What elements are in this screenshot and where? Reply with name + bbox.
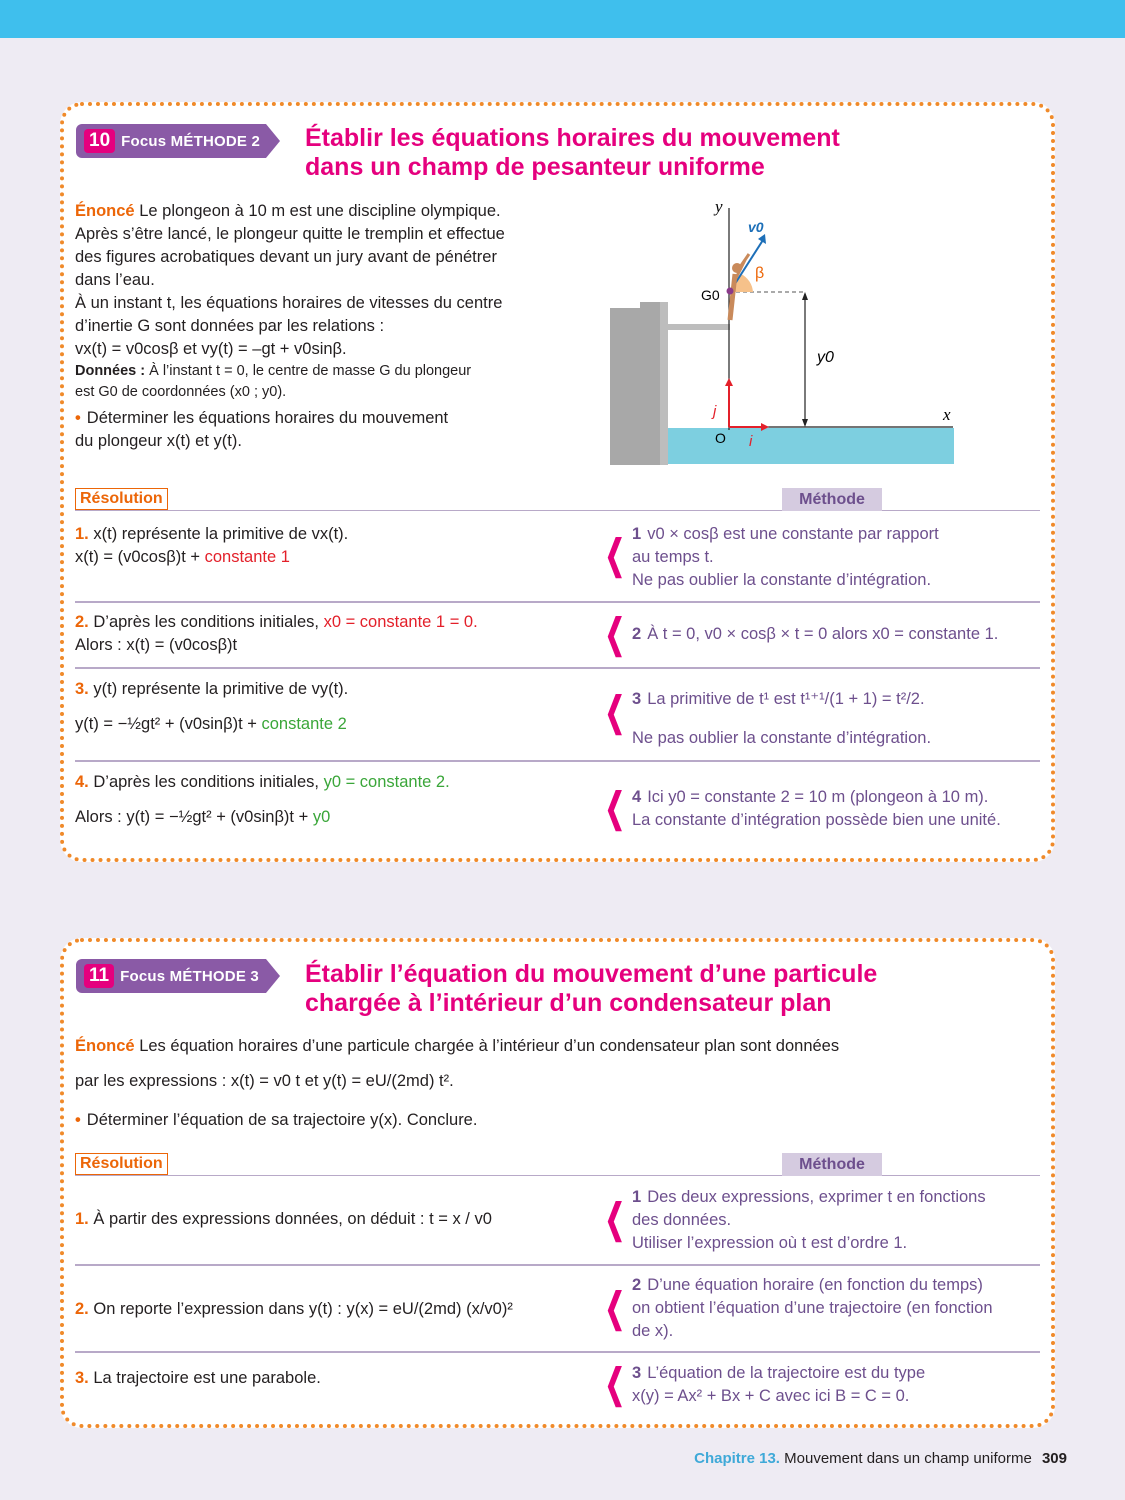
- note-text: Ne pas oublier la constante d’intégration.: [632, 729, 932, 747]
- focus-tag-11: [76, 959, 266, 993]
- note-text: L’équation de la trajectoire est du type: [647, 1364, 926, 1382]
- note-text: Des deux expressions, exprimer t en fonctions: [647, 1188, 986, 1206]
- j-label: j: [713, 403, 717, 420]
- resolution-step-3: [75, 678, 575, 736]
- note-text: v0 × cosβ est une constante par rapport: [647, 525, 939, 543]
- constant-1-value: x0 = constante 1 = 0.: [323, 613, 478, 631]
- step-text: À partir des expressions données, on déduit : t = x / v0: [93, 1210, 492, 1228]
- resolution-step-1: [75, 523, 575, 569]
- top-banner: [0, 0, 1125, 38]
- note-text: D’une équation horaire (en fonction du temps): [647, 1276, 983, 1294]
- chevron-icon: ❮: [604, 533, 625, 577]
- methode-note-1: [632, 1186, 1032, 1255]
- question-line: du plongeur x(t) et y(t).: [75, 432, 242, 450]
- step-number: 3.: [75, 1369, 89, 1387]
- resolution-step-3: [75, 1367, 575, 1390]
- step-text: D’après les conditions initiales,: [93, 773, 324, 791]
- enonce-line: Les équation horaires d’une particule chargée à l’intérieur d’un condensateur plan sont données: [139, 1037, 840, 1055]
- y0-arrow-top: [802, 292, 808, 300]
- methode-note-3: [632, 688, 1032, 750]
- focus-number: 10: [84, 129, 115, 153]
- enonce-line: Le plongeon à 10 m est une discipline olympique.: [139, 202, 501, 220]
- enonce-label: Énoncé: [75, 1037, 135, 1055]
- donnees-line: est G0 de coordonnées (x0 ; y0).: [75, 384, 287, 400]
- enonce-line: des figures acrobatiques devant un jury avant de pénétrer: [75, 248, 497, 266]
- step-text: x(t) représente la primitive de vx(t).: [93, 525, 349, 543]
- diver-figure: [605, 190, 965, 470]
- methode-note-1: [632, 523, 1032, 592]
- note-number: 2: [632, 625, 642, 643]
- j-arrowhead: [725, 378, 733, 386]
- focus-label: Focus MÉTHODE 3: [120, 967, 259, 985]
- row-separator: [75, 667, 1040, 669]
- resolution-step-4: [75, 771, 575, 829]
- diving-board: [665, 324, 730, 330]
- step-text: x(t) = (v0cosβ)t +: [75, 548, 205, 566]
- resolution-step-2: [75, 1298, 575, 1321]
- note-text: La constante d’intégration possède bien une unité.: [632, 811, 1001, 829]
- chevron-icon: ❮: [604, 1362, 625, 1406]
- note-text: Ici y0 = constante 2 = 10 m (plongeon à 10 m).: [647, 788, 989, 806]
- beta-label: β: [755, 265, 765, 282]
- methode-note-4: [632, 786, 1032, 832]
- step-number: 1.: [75, 1210, 89, 1228]
- diving-tower: [610, 302, 660, 465]
- page-footer: [694, 1450, 1067, 1467]
- enonce-line: d’inertie G sont données par les relations :: [75, 317, 385, 335]
- resolution-step-2: [75, 611, 575, 657]
- note-text: de x).: [632, 1322, 674, 1340]
- note-number: 1: [632, 1188, 642, 1206]
- chevron-icon: ❮: [604, 786, 625, 830]
- enonce-line: par les expressions : x(t) = v0 t et y(t) = eU/(2md) t².: [75, 1072, 454, 1090]
- donnees-line: À l’instant t = 0, le centre de masse G du plongeur: [149, 363, 472, 379]
- methode-label: Méthode: [782, 1153, 882, 1176]
- enonce-equation: vx(t) = v0cosβ et vy(t) = –gt + v0sinβ.: [75, 340, 347, 358]
- methode-note-2: [632, 1274, 1032, 1343]
- step-text: La trajectoire est une parabole.: [93, 1369, 321, 1387]
- origin-label: O: [715, 430, 726, 446]
- constant-2: constante 2: [261, 715, 347, 733]
- y0-arrow-bottom: [802, 419, 808, 427]
- note-number: 2: [632, 1276, 642, 1294]
- row-separator: [75, 601, 1040, 603]
- resolution-label: Résolution: [75, 488, 168, 510]
- resolution-rule: [75, 510, 1040, 511]
- step-number: 2.: [75, 613, 89, 631]
- enonce-block: Énoncé Le plongeon à 10 m est une discipline olympique. Après s’être lancé, le plongeur quitte le tremplin et effectue des figures acrobatiques devant un jury avant de pénétrer dans l’eau. À un instant t, les équations horaires de vitesses du centre d’inertie G sont données par les relations : vx(t) = v0cosβ et vy(t) = –gt + v0sinβ. Données : À l’instant t = 0, le centre de masse G du plongeur est G0 de coordonnées (x0 ; y0). • Déterminer les équations horaires du mouvement du plongeur x(t) et y(t).: [75, 200, 535, 453]
- resolution-rule: [75, 1175, 1040, 1176]
- donnees-label: Données :: [75, 363, 146, 379]
- constant-2-value: y0 = constante 2.: [323, 773, 450, 791]
- step-text: Alors : x(t) = (v0cosβ)t: [75, 636, 238, 654]
- question-line: Déterminer les équations horaires du mouvement: [86, 409, 449, 427]
- chevron-icon: ❮: [604, 690, 625, 734]
- note-number: 3: [632, 1364, 642, 1382]
- methode-note-2: [632, 623, 1032, 646]
- page-number: 309: [1041, 1450, 1067, 1467]
- note-number: 3: [632, 690, 642, 708]
- note-text: on obtient l’équation d’une trajectoire (en fonction: [632, 1299, 993, 1317]
- note-number: 1: [632, 525, 642, 543]
- note-text: Utiliser l’expression où t est d’ordre 1.: [632, 1234, 908, 1252]
- note-number: 4: [632, 788, 642, 806]
- question-line: Déterminer l’équation de sa trajectoire y(x). Conclure.: [86, 1111, 478, 1129]
- note-text: À t = 0, v0 × cosβ × t = 0 alors x0 = constante 1.: [647, 625, 999, 643]
- row-separator: [75, 760, 1040, 762]
- resolution-step-1: [75, 1208, 575, 1231]
- row-separator: [75, 1351, 1040, 1353]
- step-text: Alors : y(t) = −½gt² + (v0sinβ)t +: [75, 808, 313, 826]
- y0-label: y0: [817, 349, 834, 366]
- g0-label: G0: [701, 287, 720, 303]
- enonce-line: Après s’être lancé, le plongeur quitte le tremplin et effectue: [75, 225, 505, 243]
- y-axis-label: y: [715, 197, 723, 216]
- i-label: i: [749, 433, 753, 450]
- chapter-title: Mouvement dans un champ uniforme: [784, 1450, 1032, 1467]
- enonce-line: dans l’eau.: [75, 271, 155, 289]
- water: [668, 428, 954, 464]
- methode-note-3: [632, 1362, 1032, 1408]
- step-number: 1.: [75, 525, 89, 543]
- constant-1: constante 1: [204, 548, 290, 566]
- x-axis-label: x: [943, 405, 951, 424]
- note-text: Ne pas oublier la constante d’intégration.: [632, 571, 932, 589]
- resolution-label: Résolution: [75, 1153, 168, 1175]
- enonce-block: Énoncé Les équation horaires d’une particule chargée à l’intérieur d’un condensateur plan sont données par les expressions : x(t) = v0 t et y(t) = eU/(2md) t². • Déterminer l’équation de sa trajectoire y(x). Conclure.: [75, 1035, 1035, 1132]
- step-text: y(t) représente la primitive de vy(t).: [93, 680, 349, 698]
- focus-title: Établir l’équation du mouvement d’une particule chargée à l’intérieur d’un condensateur plan: [305, 960, 878, 1017]
- enonce-line: À un instant t, les équations horaires de vitesses du centre: [75, 294, 503, 312]
- methode-label: Méthode: [782, 488, 882, 511]
- chapter-label: Chapitre 13.: [694, 1450, 780, 1467]
- focus-title: Établir les équations horaires du mouvement dans un champ de pesanteur uniforme: [305, 124, 840, 181]
- chevron-icon: ❮: [604, 612, 625, 656]
- step-number: 3.: [75, 680, 89, 698]
- focus-number: 11: [84, 964, 114, 988]
- chevron-icon: ❮: [604, 1286, 625, 1330]
- note-text: x(y) = Ax² + Bx + C avec ici B = C = 0.: [632, 1387, 910, 1405]
- step-number: 2.: [75, 1300, 89, 1318]
- step-text: y(t) = −½gt² + (v0sinβ)t +: [75, 715, 262, 733]
- step-text: D’après les conditions initiales,: [93, 613, 324, 631]
- enonce-label: Énoncé: [75, 202, 135, 220]
- note-text: La primitive de t¹ est t¹⁺¹/(1 + 1) = t²/2.: [647, 690, 925, 708]
- y0-term: y0: [312, 808, 331, 826]
- step-number: 4.: [75, 773, 89, 791]
- focus-label: Focus MÉTHODE 2: [121, 132, 260, 150]
- note-text: des données.: [632, 1211, 732, 1229]
- row-separator: [75, 1264, 1040, 1266]
- v0-label: v0: [748, 219, 764, 235]
- chevron-icon: ❮: [604, 1197, 625, 1241]
- step-text: On reporte l’expression dans y(t) : y(x) = eU/(2md) (x/v0)²: [93, 1300, 513, 1318]
- note-text: au temps t.: [632, 548, 714, 566]
- focus-tag-10: [76, 124, 266, 158]
